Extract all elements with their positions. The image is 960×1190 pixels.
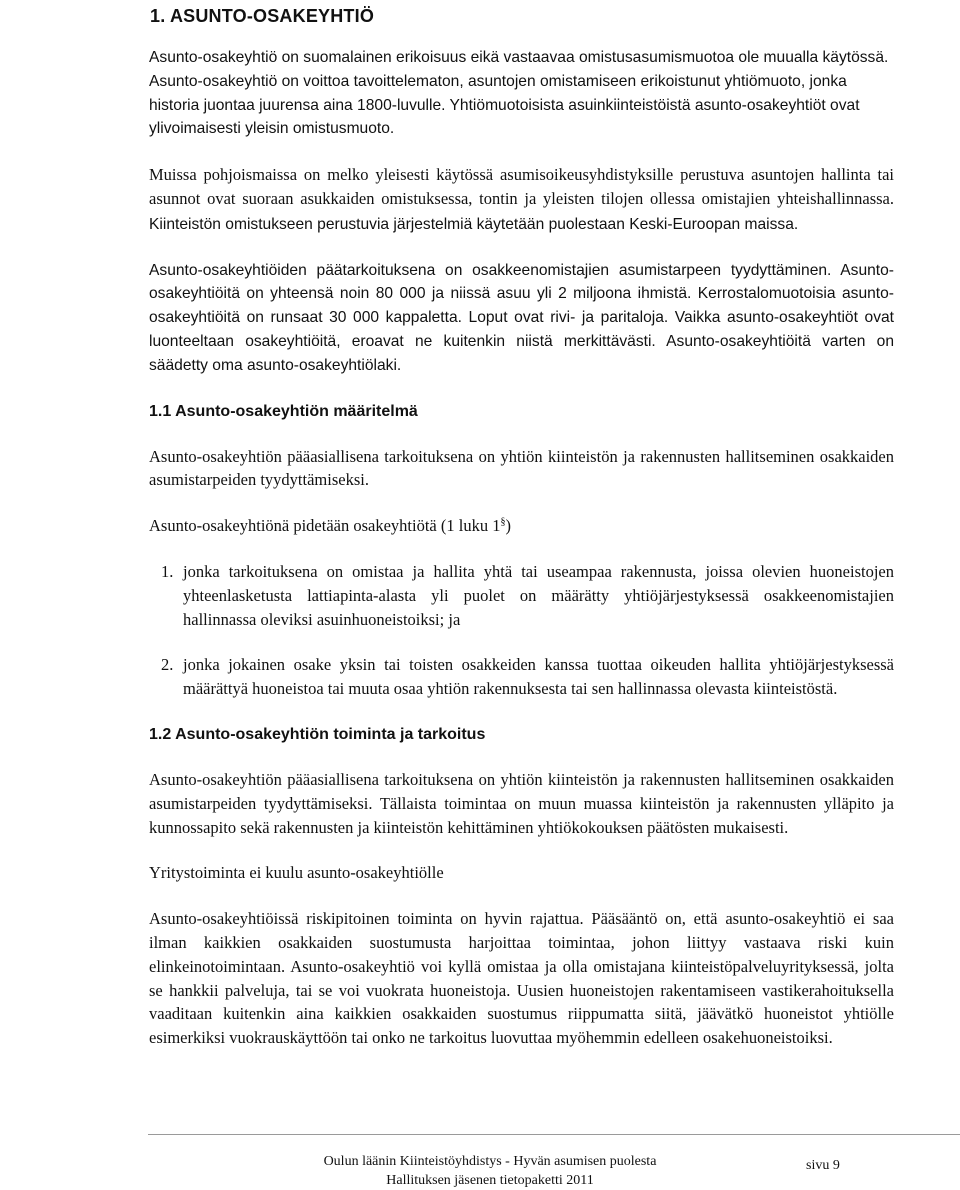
intro-paragraph-3: Asunto-osakeyhtiöiden päätarkoituksena on osakkeenomistajien asumistarpeen tyydyttäminen. Asunto-osakeyhtiöitä on yhteensä noin 80 000 ja niissä asuu yli 2 miljoona ihmistä. Kerrostalomuotoisia asunto-osakeyhtiöitä on runsaat 30 000 kappaletta. Loput ovat rivi- ja paritaloja. Vaikka asunto-osakeyhtiöt ovat luonteeltaan osakeyhtiöitä, eroavat ne kuitenkin niistä merkittävästi. Asunto-osakeyhtiöitä varten on säädetty oma asunto-osakeyhtiölaki. xyxy=(149,261,894,374)
section-1-1-paragraph-2 xyxy=(149,514,894,538)
section-1-2-subheading: Yritystoiminta ei kuulu asunto-osakeyhtiölle xyxy=(149,863,444,883)
section-1-1-paragraph-2-text: Asunto-osakeyhtiönä pidetään osakeyhtiötä (1 luku 1 xyxy=(149,516,501,536)
section-sign: § xyxy=(500,516,506,528)
section-1-1-paragraph-2-close: ) xyxy=(505,516,511,536)
footer-publication: Hallituksen jäsenen tietopaketti 2011 xyxy=(386,1173,594,1188)
page-heading: 1. ASUNTO-OSAKEYHTIÖ xyxy=(150,6,375,26)
footer-organization: Oulun läänin Kiinteistöyhdistys - Hyvän asumisen puolesta xyxy=(323,1154,657,1169)
page-number: sivu 9 xyxy=(806,1158,840,1173)
footer-divider xyxy=(148,1134,960,1135)
list-item-number: 2. xyxy=(161,655,174,675)
section-1-2-paragraph-2: Asunto-osakeyhtiöissä riskipitoinen toiminta on hyvin rajattua. Pääsääntö on, että asunto-osakeyhtiö ei saa ilman kaikkien osakkaiden suostumusta harjoittaa toimintaa, johon liittyy vastaava riski kuin elinkeinotoimintaan. Asunto-osakeyhtiö voi kyllä omistaa ja olla omistajana kiinteistöpalveluyrityksessä, jolta se hankkii palveluja, tai se voi vuokrata huoneistoja. Uusien huoneistojen rakentamiseen vastikerahoituksella vaaditaan kuitenkin aina kaikkien osakkaiden suostumus riippumatta siitä, jäävätkö huoneistot yhtiölle esimerkiksi vuokrauskäyttöön tai onko ne tarkoitus luovuttaa myöhemmin edelleen osakehuoneistoiksi. xyxy=(149,909,894,1048)
section-1-2-paragraph-1: Asunto-osakeyhtiön pääasiallisena tarkoituksena on yhtiön kiinteistön ja rakennusten hallitseminen osakkaiden asumistarpeiden tyydyttämiseksi. Tällaista toimintaa on muun muassa kiinteistön ja rakennusten ylläpito ja kunnossapito sekä rakennusten ja kiinteistön kehittäminen yhtiökokouksen päätösten mukaisesti. xyxy=(149,769,894,837)
section-1-1-paragraph-1: Asunto-osakeyhtiön pääasiallisena tarkoituksena on yhtiön kiinteistön ja rakennusten hallitseminen osakkaiden asumistarpeiden tyydyttämiseksi. xyxy=(149,446,894,490)
list-item-text: jonka tarkoituksena on omistaa ja hallita yhtä tai useampaa rakennusta, joissa olevien huoneistojen yhteenlasketusta lattiapinta-alasta yli puolet on määrätty yhtiöjärjestyksessä osakkeenomistajien hallinnassa oleviksi asuinhuoneistoiksi; ja xyxy=(183,561,894,629)
footer-text xyxy=(310,1152,670,1190)
list-item-number: 1. xyxy=(161,561,174,581)
definition-list xyxy=(149,560,894,701)
section-1-2-title: 1.2 Asunto-osakeyhtiön toiminta ja tarkoitus xyxy=(149,725,486,743)
document-body xyxy=(149,46,894,1072)
intro-paragraph-1: Asunto-osakeyhtiö on suomalainen erikoisuus eikä vastaavaa omistusasumismuotoa ole muualla käytössä. Asunto-osakeyhtiö on voittoa tavoittelematon, asuntojen omistamiseen erikoistunut yhtiömuoto, jonka historia juontaa juurensa aina 1800-luvulle. Yhtiömuotoisista asuinkiinteistöistä asunto-osakeyhtiöt ovat ylivoimaisesti yleisin omistusmuoto. xyxy=(149,49,889,138)
list-item xyxy=(149,653,894,701)
intro-paragraph-2-sans: Kiinteistön omistukseen perustuvia järjestelmiä käytetään puolestaan Keski-Euroopan maissa. xyxy=(149,215,799,233)
section-1-1-title: 1.1 Asunto-osakeyhtiön määritelmä xyxy=(149,402,418,420)
list-item xyxy=(149,560,894,631)
list-item-text: jonka jokainen osake yksin tai toisten osakkeiden kanssa tuottaa oikeuden hallita yhtiöjärjestyksessä määrättyä huoneistoa tai muuta osaa yhtiön rakennuksesta tai sen hallinnassa olevasta kiinteistöstä. xyxy=(183,655,894,699)
intro-paragraph-2 xyxy=(149,163,894,236)
intro-paragraph-2-serif: Muissa pohjoismaissa on melko yleisesti käytössä asumisoikeusyhdistyksille perustuva asuntojen hallinta tai asunnot ovat suoraan asukkaiden omistuksessa, tontin ja yleisten tilojen ollessa omistajien yhteishallinnassa. xyxy=(149,165,894,208)
